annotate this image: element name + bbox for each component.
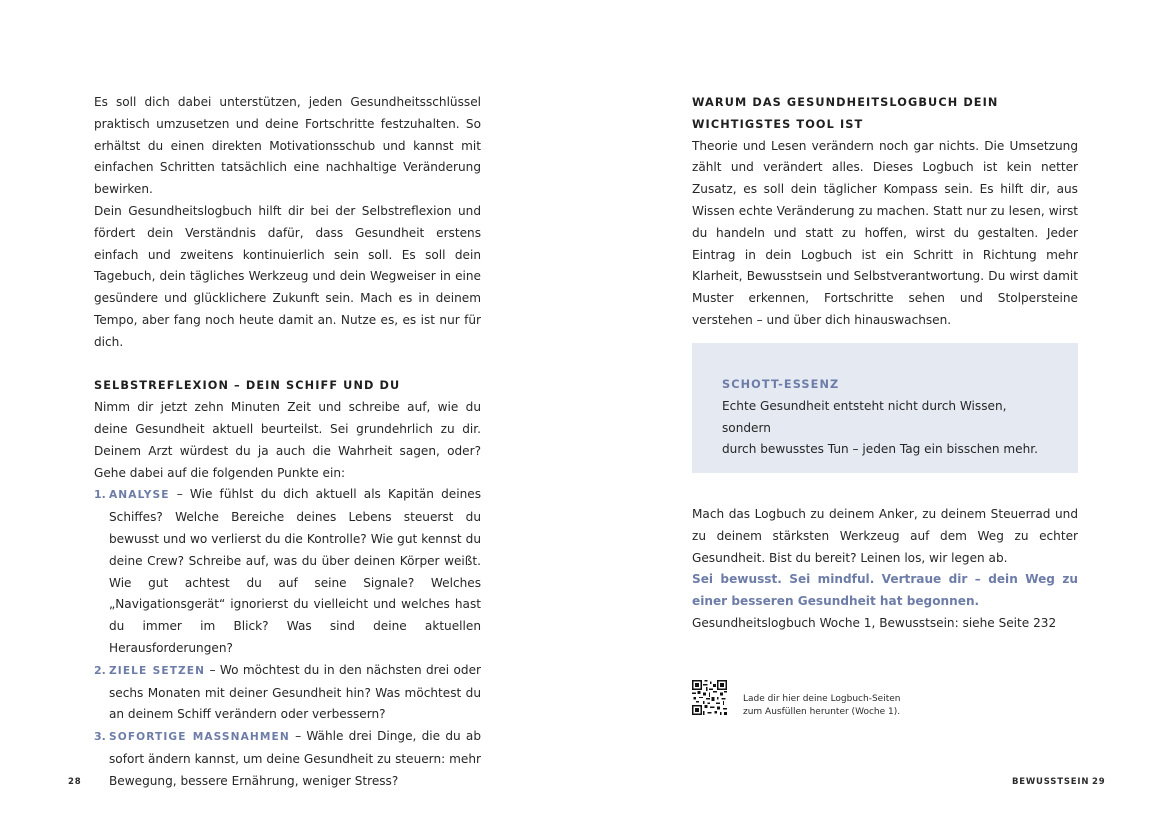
section-intro: Nimm dir jetzt zehn Minuten Zeit und schreibe auf, wie du deine Gesundheit aktuell beurteilst. Sei grundehrlich zu dir. Deinem Arzt würdest du ja auch die Wahrheit sagen, oder? Gehe dabei auf die folgenden Punkte ein: [94, 400, 481, 480]
qr-caption-line-1: Lade dir hier deine Logbuch-Seiten [743, 694, 901, 704]
qr-code-icon[interactable] [692, 680, 727, 715]
right-page-column [692, 92, 1078, 332]
reference-text: Gesundheitslogbuch Woche 1, Bewusstsein: siehe Seite 232 [692, 615, 1057, 630]
item-label: ANALYSE [109, 489, 170, 502]
item-label: ZIELE SETZEN [109, 664, 206, 677]
accent-text: Sei bewusst. Sei mindful. Vertraue dir – dein Weg zu einer besseren Gesundheit hat begonnen. [692, 572, 1078, 609]
qr-caption-line-2: zum Ausfüllen herunter (Woche 1). [743, 707, 901, 717]
item-number: 3. [94, 730, 106, 744]
essence-box [692, 343, 1078, 473]
item-number: 2. [94, 663, 106, 677]
qr-caption [743, 693, 900, 719]
closing-paragraph: Mach das Logbuch zu deinem Anker, zu deinem Steuerrad und zu deinem stärksten Werkzeug auf dem Weg zu echter Gesundheit. Bist du bereit? Leinen los, wir legen ab. [692, 507, 1078, 565]
intro-paragraph-2: Dein Gesundheitslogbuch hilft dir bei der Selbstreflexion und fördert dein Verständnis dafür, dass Gesundheit erstens einfach und zweitens kontinuierlich sein soll. Es soll dein Tagebuch, dein tägliches Werkzeug und dein Wegweiser in eine gesündere und glücklichere Zukunft sein. Mach es in deinem Tempo, aber fang noch heute damit an. Nutze es, es ist nur für dich. [94, 203, 481, 349]
list-item [94, 484, 481, 659]
left-page-column [94, 92, 481, 793]
item-text: – Wie fühlst du dich aktuell als Kapitän deines Schiffes? Welche Bereiche deines Lebens steuerst du bewusst und wo verlierst du die Kontrolle? Wie gut kennst du deine Crew? Schreibe auf, was du über deinen Körper weißt. Wie gut achtest du auf seine Signale? Welches „Navigationsgerät“ ignorierst du vielleicht und welches hast du immer im Blick? Was sind deine aktuellen Herausforderungen? [109, 487, 481, 655]
item-text: – Wähle drei Dinge, die du ab sofort ändern kannst, um deine Gesundheit zu steuern: mehr Bewegung, bessere Ernährung, weniger Stress? [109, 729, 481, 788]
reflection-list [94, 484, 481, 792]
closing-block [692, 504, 1078, 635]
right-paragraph: Theorie und Lesen verändern noch gar nichts. Die Umsetzung zählt und verändert alles. Dieses Logbuch ist kein netter Zusatz, es soll dein täglicher Kompass sein. Es hilft dir, aus Wissen echte Veränderung zu machen. Statt nur zu lesen, wirst du handeln und statt zu hoffen, wirst du gestalten. Jeder Eintrag in dein Logbuch ist ein Schritt in Richtung mehr Klarheit, Bewusstsein und Selbstverantwortung. Du wirst damit Muster erkennen, Fortschritte sehen und Stolpersteine verstehen – und über dich hinauswachsen. [692, 138, 1078, 327]
section-heading: SELBSTREFLEXION – DEIN SCHIFF UND DU [94, 379, 401, 393]
intro-paragraph-1: Es soll dich dabei unterstützen, jeden Gesundheitsschlüssel praktisch umzusetzen und deine Fortschritte festzuhalten. So erhältst du einen direkten Motivationsschub und kannst mit einfachen Schritten tatsächlich eine nachhaltige Veränderung bewirken. [94, 95, 481, 197]
essence-title: SCHOTT-ESSENZ [722, 378, 840, 391]
running-head: BEWUSSTSEIN [1012, 777, 1090, 787]
page-number-left: 28 [68, 777, 82, 787]
item-text: – Wo möchtest du in den nächsten drei oder sechs Monaten mit deiner Gesundheit hin? Was möchtest du an deinem Schiff verändern oder verbessern? [109, 662, 481, 722]
item-number: 1. [94, 488, 106, 502]
item-label: SOFORTIGE MASSNAHMEN [109, 731, 290, 744]
list-item [94, 660, 481, 726]
right-heading-line1: WARUM DAS GESUNDHEITSLOGBUCH DEIN [692, 96, 999, 109]
essence-line-1: Echte Gesundheit entsteht nicht durch Wissen, sondern [722, 398, 1007, 435]
essence-line-2: durch bewusstes Tun – jeden Tag ein bisschen mehr. [722, 442, 1038, 457]
list-item [94, 726, 481, 792]
page-number-right: 29 [1092, 777, 1106, 787]
right-heading-line2: WICHTIGSTES TOOL IST [692, 117, 864, 131]
